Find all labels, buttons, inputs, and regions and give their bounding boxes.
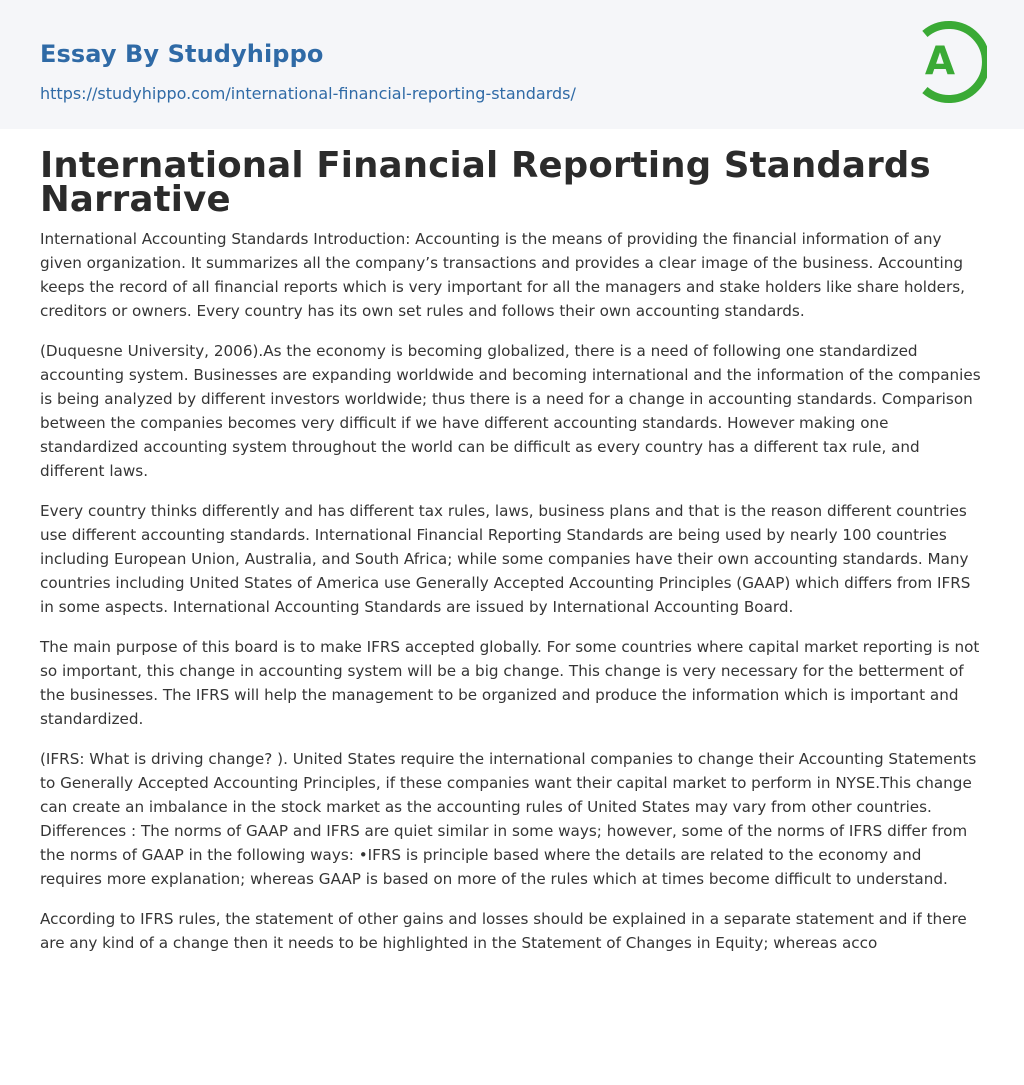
studyhippo-logo-icon[interactable] [911, 19, 987, 105]
essay-paragraph: (Duquesne University, 2006).As the economy is becoming globalized, there is a need of following one standardized accounting system. Businesses are expanding worldwide and becoming international and the information of the companies is being analyzed by different investors worldwide; thus there is a need for a change in accounting standards. Comparison between the companies becomes very difficult if we have different accounting standards. However making one standardized accounting system throughout the world can be difficult as every country has a different tax rule, and different laws. [40, 342, 981, 480]
essay-paragraph: (IFRS: What is driving change? ). United States require the international companies to change their Accounting Statements to Generally Accepted Accounting Principles, if these companies want their capital market to perform in NYSE.This change can create an imbalance in the stock market as the accounting rules of United States may vary from other countries. Differences : The norms of GAAP and IFRS are quiet similar in some ways; however, some of the norms of IFRS differ from the norms of GAAP in the following ways: •IFRS is principle based where the details are related to the economy and requires more explanation; whereas GAAP is based on more of the rules which at times become difficult to understand. [40, 750, 977, 888]
logo-letter: A [924, 39, 956, 84]
essay-paragraph: According to IFRS rules, the statement of other gains and losses should be explained in a separate statement and if there are any kind of a change then it needs to be highlighted in the Statement of Changes in Equity; whereas acco [40, 910, 967, 952]
essay-body [40, 227, 984, 955]
site-header [0, 0, 1024, 129]
essay-url-link[interactable]: https://studyhippo.com/international-financial-reporting-standards/ [40, 84, 576, 103]
article [0, 129, 1024, 955]
essay-paragraph: The main purpose of this board is to make IFRS accepted globally. For some countries where capital market reporting is not so important, this change in accounting system will be a big change. This change is very necessary for the betterment of the businesses. The IFRS will help the management to be organized and produce the information which is important and standardized. [40, 638, 980, 728]
page-title: International Financial Reporting Standards Narrative [40, 145, 931, 220]
brand-title[interactable]: Essay By Studyhippo [40, 40, 324, 68]
essay-paragraph: Every country thinks differently and has different tax rules, laws, business plans and that is the reason different countries use different accounting standards. International Financial Reporting Standards are being used by nearly 100 countries including European Union, Australia, and South Africa; while some companies have their own accounting standards. Many countries including United States of America use Generally Accepted Accounting Principles (GAAP) which differs from IFRS in some aspects. International Accounting Standards are issued by International Accounting Board. [40, 502, 971, 616]
essay-paragraph: International Accounting Standards Introduction: Accounting is the means of providing the financial information of any given organization. It summarizes all the company’s transactions and provides a clear image of the business. Accounting keeps the record of all financial reports which is very important for all the managers and stake holders like share holders, creditors or owners. Every country has its own set rules and follows their own accounting standards. [40, 230, 965, 320]
